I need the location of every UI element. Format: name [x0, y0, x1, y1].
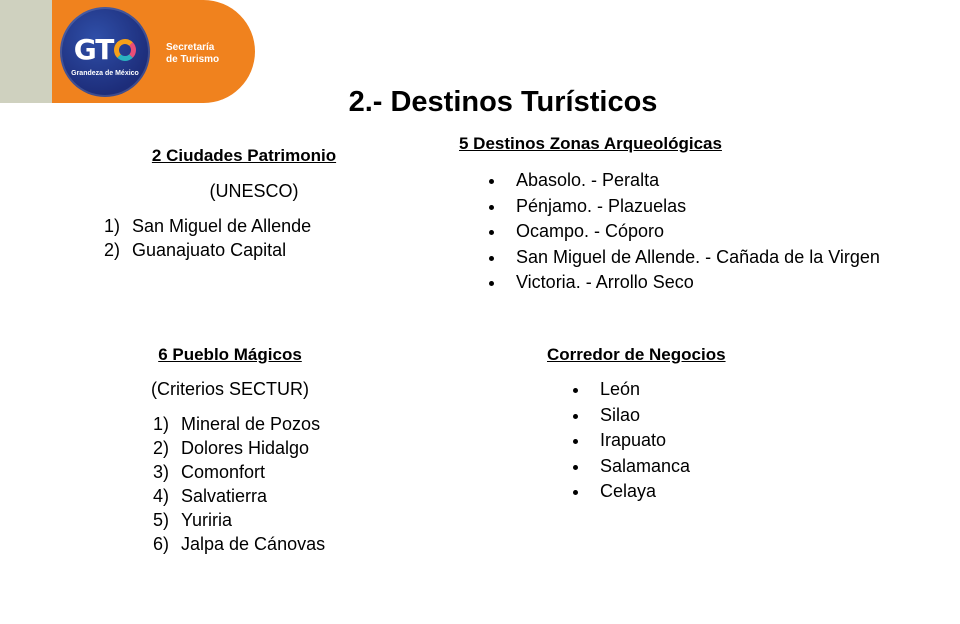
zonas-list — [487, 168, 919, 296]
zona-item: San Miguel de Allende. - Cañada de la Virgen — [487, 245, 919, 271]
corredor-item: Salamanca — [571, 454, 807, 480]
corredor-item: Irapuato — [571, 428, 807, 454]
zona-item: Abasolo. - Peralta — [487, 168, 919, 194]
page-title: 2.- Destinos Turísticos — [348, 86, 658, 118]
list-number: 5) — [153, 510, 170, 530]
org-name-line1: Secretaría — [166, 42, 215, 53]
logo-wordmark: GT — [60, 33, 150, 66]
pueblo-item — [153, 508, 390, 532]
section-zonas — [459, 134, 919, 296]
list-text: Jalpa de Cánovas — [181, 534, 326, 554]
list-number: 1) — [153, 414, 170, 434]
zona-item: Victoria. - Arrollo Seco — [487, 270, 919, 296]
pueblo-item — [153, 484, 390, 508]
list-text: Comonfort — [181, 462, 266, 482]
corredor-item: Silao — [571, 403, 807, 429]
list-text: Guanajuato Capital — [132, 240, 287, 260]
ciudad-item — [104, 214, 384, 238]
pueblos-list — [153, 412, 390, 556]
list-text: Dolores Hidalgo — [181, 438, 310, 458]
list-text: San Miguel de Allende — [132, 216, 312, 236]
list-number: 2) — [153, 438, 170, 458]
list-number: 2) — [104, 240, 121, 260]
list-text: Salvatierra — [181, 486, 268, 506]
pueblo-item — [153, 532, 390, 556]
zona-item: Pénjamo. - Plazuelas — [487, 194, 919, 220]
list-text: Mineral de Pozos — [181, 414, 321, 434]
pueblo-item — [153, 436, 390, 460]
ciudades-list — [104, 214, 384, 262]
section-heading: 6 Pueblo Mágicos — [158, 345, 302, 364]
list-number: 1) — [104, 216, 121, 236]
ciudad-item — [104, 238, 384, 262]
gto-logo — [60, 7, 150, 97]
section-ciudades — [104, 146, 384, 262]
section-heading: Corredor de Negocios — [547, 345, 726, 364]
pueblo-item — [153, 460, 390, 484]
list-text: Yuriria — [181, 510, 233, 530]
section-heading: 5 Destinos Zonas Arqueológicas — [459, 134, 722, 153]
org-name-line2: de Turismo — [166, 54, 220, 65]
pueblo-item — [153, 412, 390, 436]
section-pueblos — [130, 345, 390, 556]
zona-item: Ocampo. - Cóporo — [487, 219, 919, 245]
section-corredor — [547, 345, 807, 505]
logo-tagline: Grandeza de México — [71, 70, 139, 77]
org-name — [166, 42, 246, 66]
section-heading: 2 Ciudades Patrimonio — [151, 146, 337, 165]
list-number: 4) — [153, 486, 170, 506]
corredor-list — [571, 377, 807, 505]
list-number: 6) — [153, 534, 170, 554]
corredor-item: León — [571, 377, 807, 403]
list-number: 3) — [153, 462, 170, 482]
section-note: (UNESCO) — [209, 181, 299, 201]
corredor-item: Celaya — [571, 479, 807, 505]
section-note: (Criterios SECTUR) — [150, 379, 309, 399]
